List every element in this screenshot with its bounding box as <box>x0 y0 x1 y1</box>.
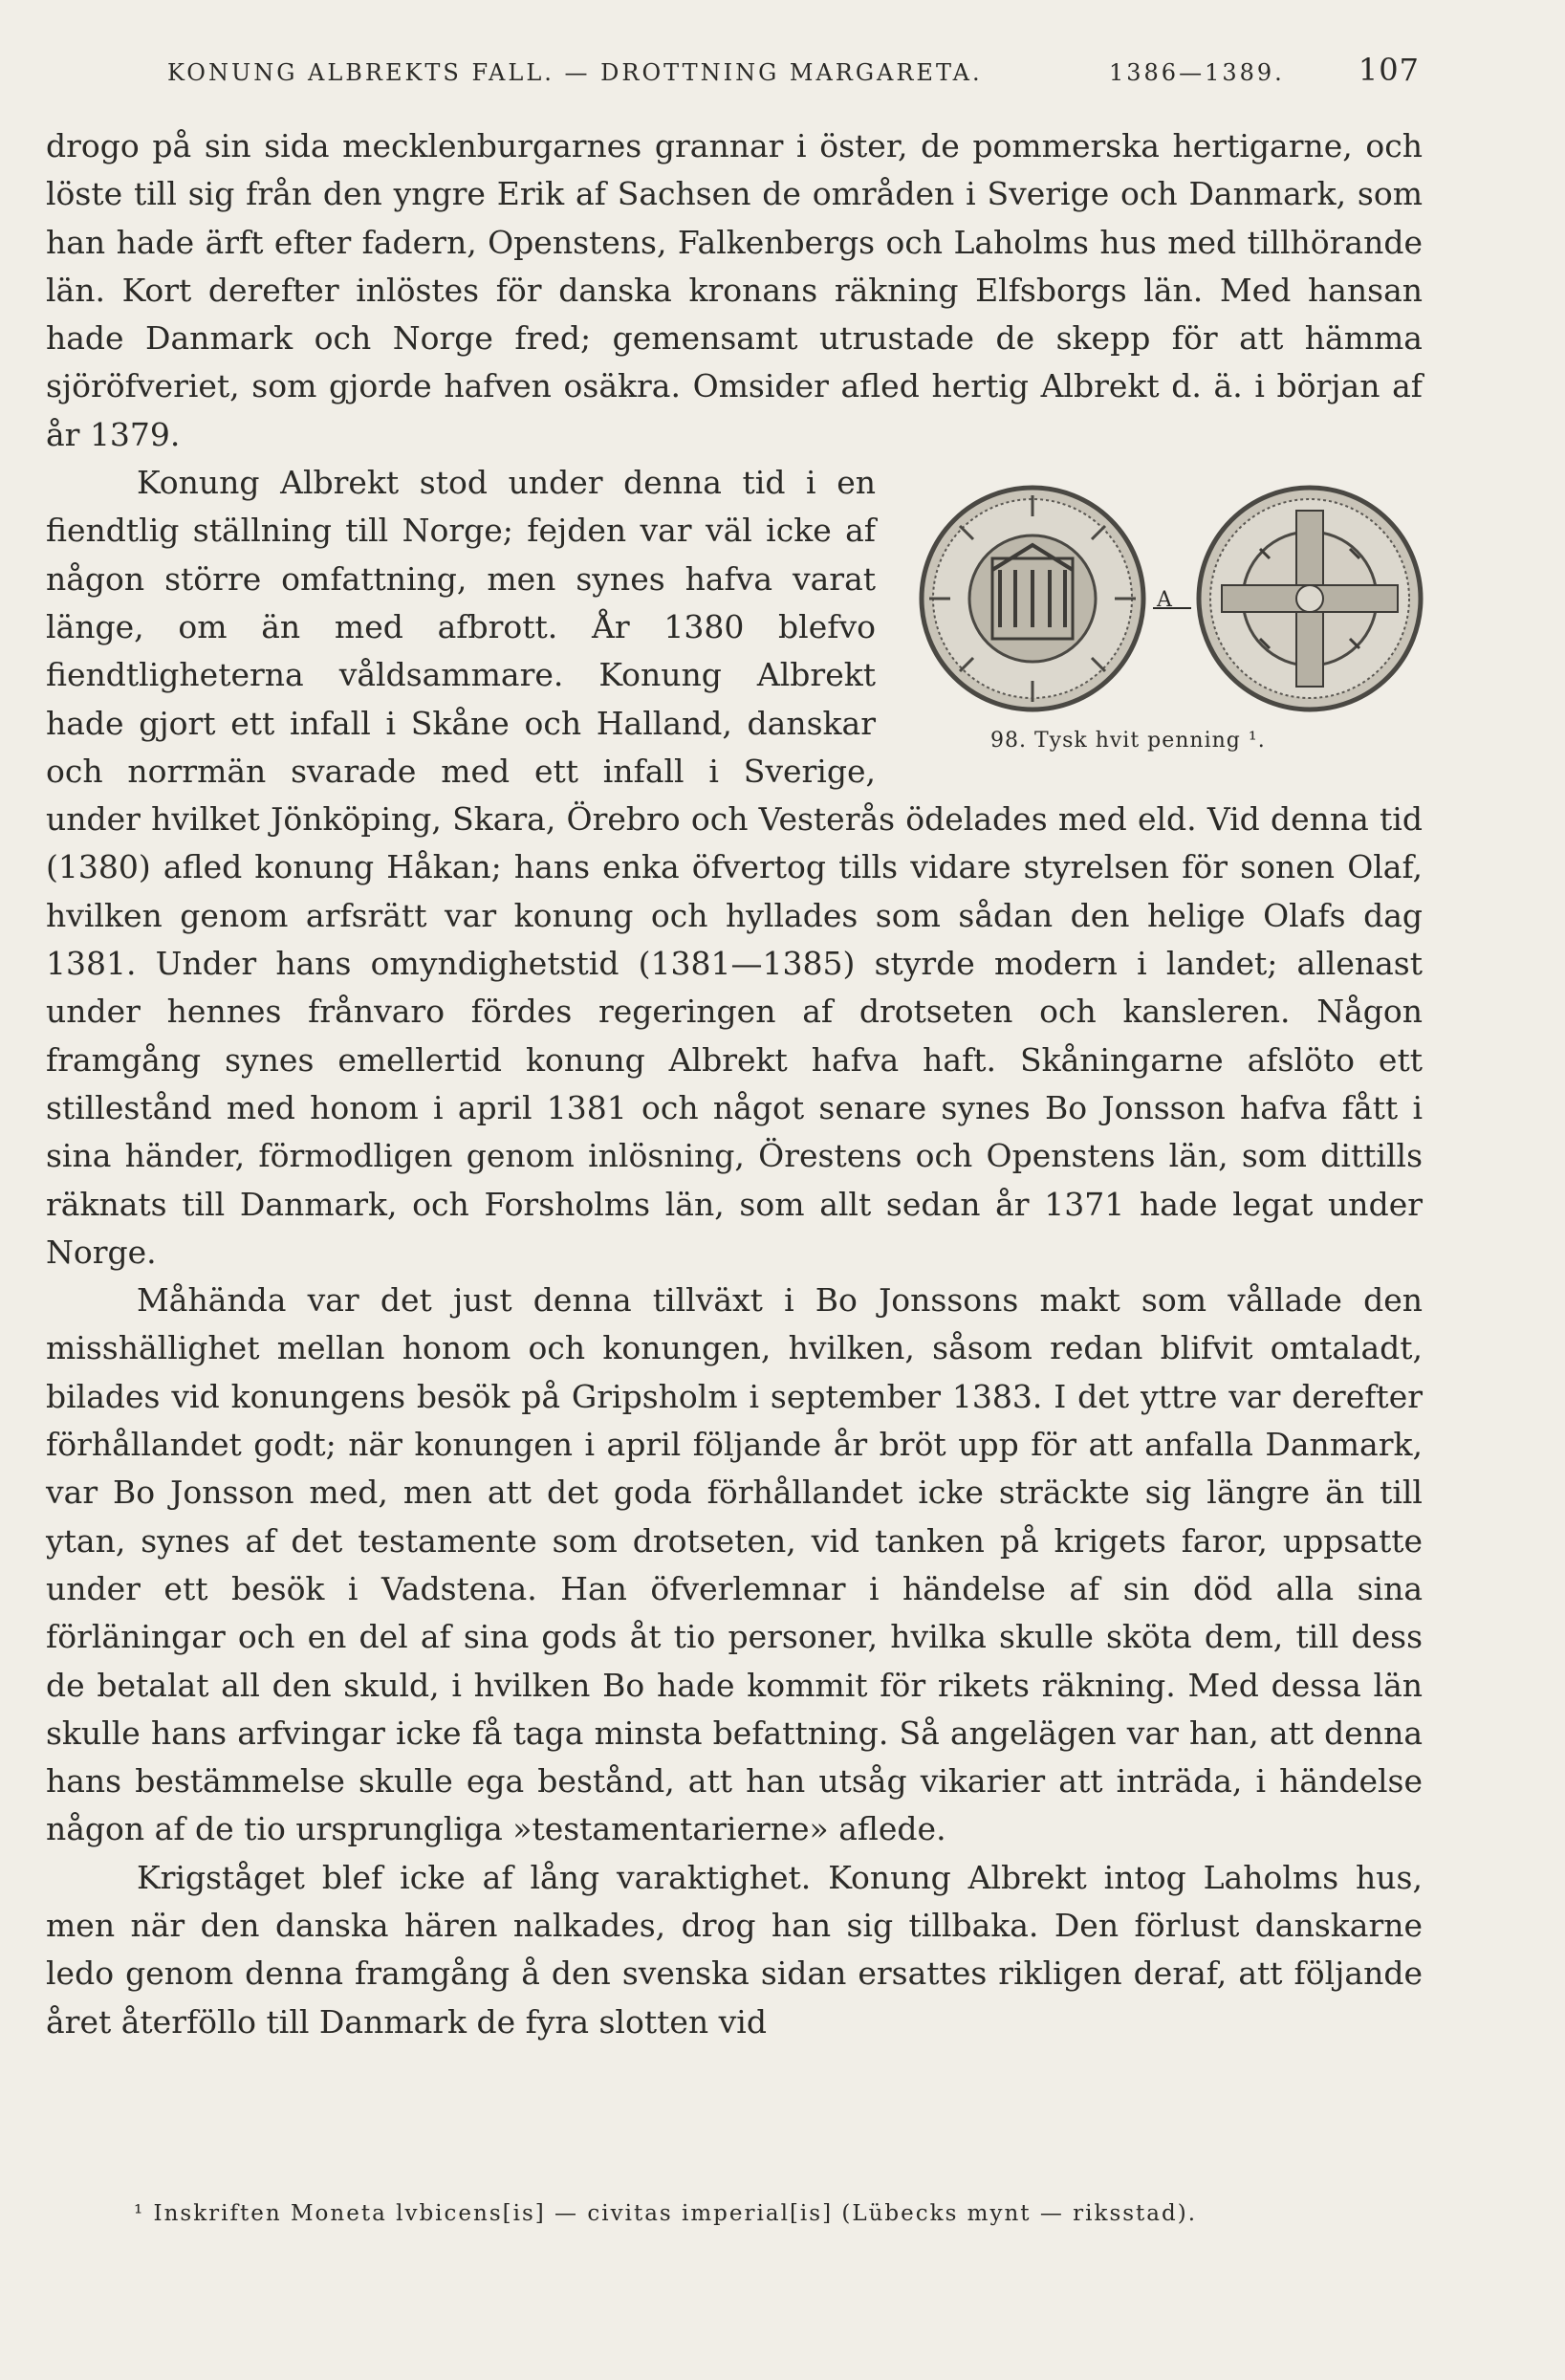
paragraph-4: Krigståget blef icke af lång varaktighet. Konung Albrekt intog Laholms hus, men när den danska hären nalkades, drog han sig tillbaka. Den förlust danskarne ledo genom denna framgång å den svenska sidan ersattes rikligen deraf, att följande året återföllo till Danmark de fyra slotten vid <box>46 1858 1423 2041</box>
running-header <box>167 50 1420 92</box>
coin-letter: A <box>1157 588 1172 613</box>
header-years: 1386—1389. <box>1109 59 1285 86</box>
paragraph-2: Konung Albrekt stod under denna tid i en fiendtlig ställning till Norge; fejden var väl icke af någon större omfattning, men synes hafva varat länge, om än med afbrott. År 1380 blefvo fiendtligheterna våldsammare. Konung Albrekt hade gjort ett infall i Skåne och Halland, danskar och norrmän svarade med ett infall i Sverige, under hvilket Jönköping, Skara, Örebro och Vesterås ödelades med eld. Vid denna tid (1380) afled konung Håkan; hans enka öfvertog tills vidare styrelsen för sonen Olaf, hvilken genom arfsrätt var konung och hyllades som sådan den helige Olafs dag 1381. Under hans omyndighetstid (1381—1385) styrde modern i landet; allenast under hennes frånvaro fördes regeringen af drotseten och kansleren. Någon framgång synes emellertid konung Albrekt hafva haft. Skåningarne afslöto ett stillestånd med honom i april 1381 och något senare synes Bo Jonsson hafva fått i sina händer, förmodligen genom inlösning, Örestens och Openstens län, som dittills räknats till Danmark, och Forsholms län, som allt sedan år 1371 hade legat under Norge. <box>46 464 1423 1271</box>
coin-obverse-image <box>916 482 1149 715</box>
page-number: 107 <box>1358 52 1420 88</box>
coin-reverse-image <box>1193 482 1426 715</box>
figure-caption: 98. Tysk hvit penning ¹. <box>990 729 1266 753</box>
coin-figure <box>916 482 1423 780</box>
header-title: KONUNG ALBREKTS FALL. — DROTTNING MARGARETA. <box>167 59 983 86</box>
paragraph-1: drogo på sin sida mecklenburgarnes grannar i öster, de pommerska hertigarne, och löste till sig från den yngre Erik af Sachsen de områden i Sverige och Danmark, som han hade ärft efter fadern, Openstens, Falkenbergs och Laholms hus med tillhörande län. Kort derefter inlöstes för danska kronans räkning Elfsborgs län. Med hansan hade Danmark och Norge fred; gemensamt utrustade de skepp för att hämma sjöröfveriet, som gjorde hafven osäkra. Omsider afled hertig Albrekt d. ä. i början af år 1379. <box>46 127 1423 453</box>
footnote: ¹ Inskriften Moneta lvbicens[is] — civitas imperial[is] (Lübecks mynt — riksstad). <box>134 2201 1198 2226</box>
coin-connector-mark <box>1153 585 1191 614</box>
body-text <box>46 122 1423 2046</box>
paragraph-3: Måhända var det just denna tillväxt i Bo Jonssons makt som vållade den misshällighet mellan honom och konungen, hvilken, såsom redan blifvit omtaladt, bilades vid konungens besök på Gripsholm i september 1383. I det yttre var derefter förhållandet godt; när konungen i april följande år bröt upp för att anfalla Danmark, var Bo Jonsson med, men att det goda förhållandet icke sträckte sig längre än till ytan, synes af det testamente som drotseten, vid tanken på krigets faror, uppsatte under ett besök i Vadstena. Han öfverlemnar i händelse af sin död alla sina förläningar och en del af sina gods åt tio personer, hvilka skulle sköta dem, till dess de betalat all den skuld, i hvilken Bo hade kommit för rikets räkning. Med dessa län skulle hans arfvingar icke få taga minsta befattning. Så angelägen var han, att denna hans bestämmelse skulle ega bestånd, att han utsåg vikarier att inträda, i händelse någon af de tio ursprungliga »testamentarierne» aflede. <box>46 1281 1423 1848</box>
